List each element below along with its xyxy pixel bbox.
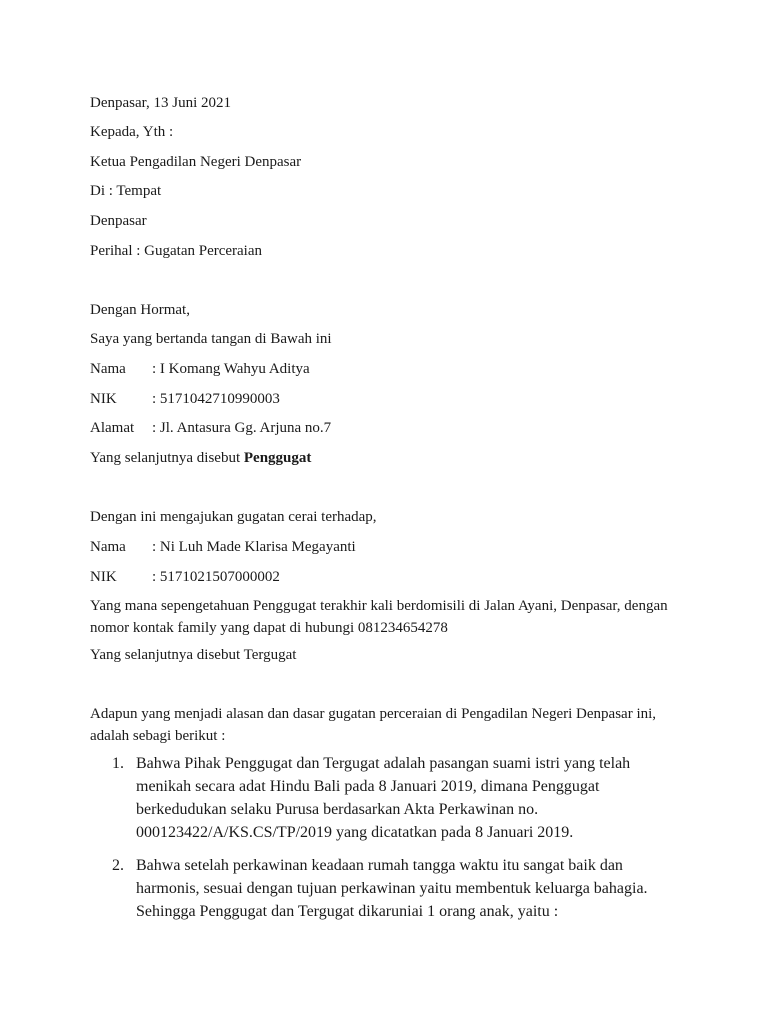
list-number: 2. [112, 857, 124, 874]
field-value: : Ni Luh Made Klarisa Megayanti [152, 539, 356, 555]
list-item-line: Bahwa setelah perkawinan keadaan rumah tangga waktu itu sangat baik dan [136, 857, 623, 874]
list-item-line: menikah secara adat Hindu Bali pada 8 Januari 2019, dimana Penggugat [136, 778, 600, 795]
recipient: Ketua Pengadilan Negeri Denpasar [90, 154, 302, 170]
list-item-line: Sehingga Penggugat dan Tergugat dikaruniai 1 orang anak, yaitu : [136, 903, 559, 920]
field-label: NIK [90, 569, 117, 585]
intro-statement: Saya yang bertanda tangan di Bawah ini [90, 331, 332, 347]
plaintiff-nik-row [90, 388, 280, 410]
defendant-intro: Dengan ini mengajukan gugatan cerai terhadap, [90, 509, 377, 525]
field-label: Nama [90, 539, 126, 555]
designation-term: Penggugat [243, 450, 312, 466]
list-item-text [136, 752, 672, 844]
field-label: NIK [90, 391, 117, 407]
paragraph-line: Yang mana sepengetahuan Penggugat terakhir kali berdomisili di Jalan Ayani, Denpasar, dengan [90, 598, 668, 614]
designation-prefix: Yang selanjutnya disebut [90, 450, 244, 466]
paragraph-line: adalah sebagi berikut : [90, 728, 226, 744]
defendant-designation: Yang selanjutnya disebut Tergugat [90, 647, 297, 663]
list-item-line: 000123422/A/KS.CS/TP/2019 yang dicatatkan pada 8 Januari 2019. [136, 824, 574, 841]
field-label: Alamat [90, 420, 135, 436]
paragraph-line: nomor kontak family yang dapat di hubungi 081234654278 [90, 620, 448, 636]
field-value: : 5171021507000002 [152, 569, 280, 585]
field-value: : 5171042710990003 [152, 391, 280, 407]
defendant-name-row [90, 536, 356, 558]
field-label: Nama [90, 361, 126, 377]
addressee-heading: Kepada, Yth : [90, 124, 174, 140]
defendant-nik-row [90, 566, 280, 588]
greeting: Dengan Hormat, [90, 302, 190, 318]
list-item-line: harmonis, sesuai dengan tujuan perkawinan yaitu membentuk keluarga bahagia. [136, 880, 648, 897]
place-date: Denpasar, 13 Juni 2021 [90, 95, 232, 111]
paragraph-line: Adapun yang menjadi alasan dan dasar gugatan perceraian di Pengadilan Negeri Denpasar ini, [90, 706, 657, 722]
recipient-location: Di : Tempat [90, 183, 162, 199]
list-item-line: berkedudukan selaku Purusa berdasarkan Akta Perkawinan no. [136, 801, 539, 818]
field-value: : I Komang Wahyu Aditya [152, 361, 310, 377]
defendant-domicile [90, 595, 680, 639]
field-value: : Jl. Antasura Gg. Arjuna no.7 [152, 420, 332, 436]
reason-item-2 [112, 854, 672, 923]
list-item-text [136, 854, 672, 923]
subject-line: Perihal : Gugatan Perceraian [90, 243, 263, 259]
recipient-city: Denpasar [90, 213, 147, 229]
list-number: 1. [112, 755, 124, 772]
plaintiff-name-row [90, 358, 310, 380]
list-item-line: Bahwa Pihak Penggugat dan Tergugat adalah pasangan suami istri yang telah [136, 755, 631, 772]
plaintiff-address-row [90, 417, 331, 439]
reason-item-1 [112, 752, 672, 844]
plaintiff-designation [90, 447, 311, 469]
reasons-intro [90, 703, 680, 747]
